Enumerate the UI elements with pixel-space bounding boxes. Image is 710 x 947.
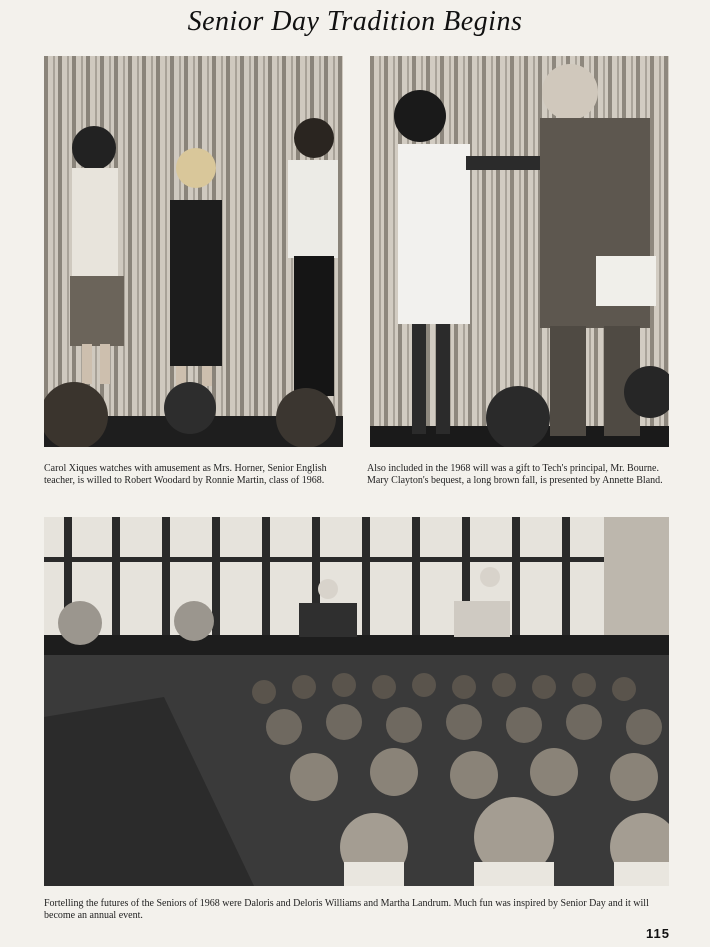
photo-caption: Fortelling the futures of the Seniors of 1968 were Daloris and Deloris Williams and Martha Landrum. Much fun was inspired by Senior Day and it will become an annual event. <box>44 898 649 921</box>
page-title: Senior Day Tradition Begins <box>187 6 523 37</box>
page-number: 115 <box>646 926 670 941</box>
photo-auditorium-audience <box>44 517 669 886</box>
photo-caption: Also included in the 1968 will was a gift to Tech's principal, Mr. Bourne. Mary Clayton's bequest, a long brown fall, is presented by Annette Bland. <box>367 463 663 486</box>
photo-stage-will-reading <box>44 56 343 447</box>
photo-caption: Carol Xiques watches with amusement as Mrs. Horner, Senior English teacher, is willed to Robert Woodard by Ronnie Martin, class of 1968. <box>44 463 327 486</box>
photo-principal-gift <box>370 56 669 447</box>
